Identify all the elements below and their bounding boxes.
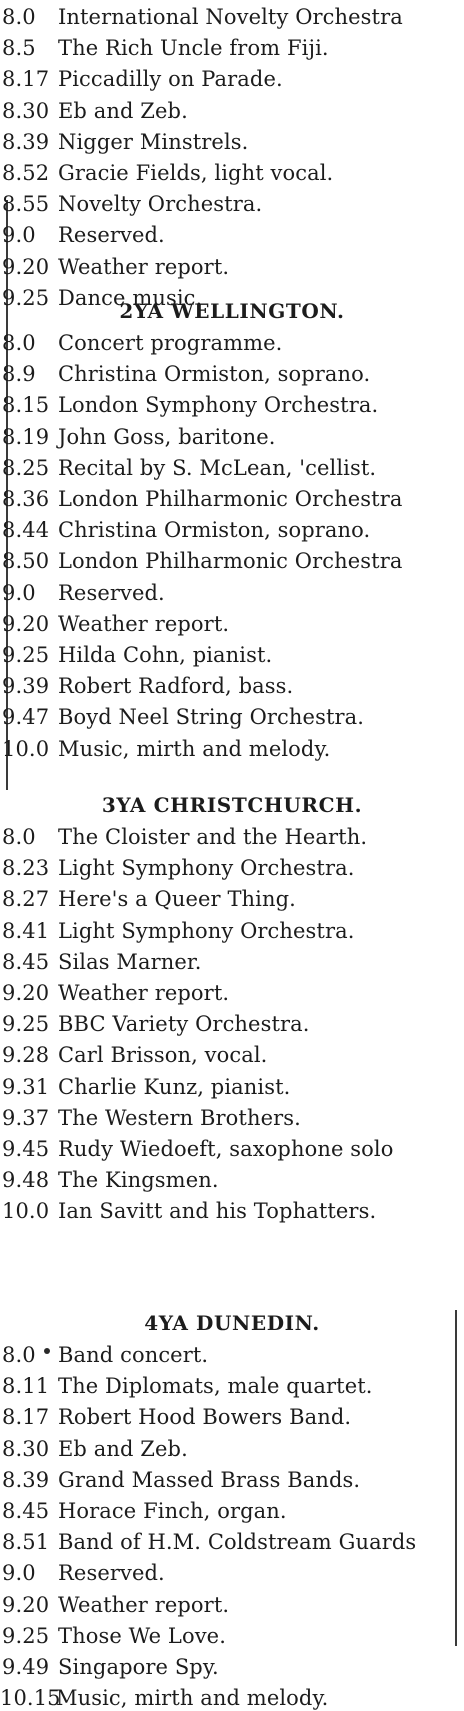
programme-row [2, 191, 262, 217]
station-heading-4ya-dunedin: 4YA DUNEDIN. [144, 1311, 320, 1335]
programme-row [2, 1560, 165, 1586]
programme-time: 8.0 [2, 331, 36, 355]
programme-time: 8.52 [2, 161, 50, 185]
programme-time: 8.39 [2, 1468, 50, 1492]
programme-time: 8.11 [2, 1374, 50, 1398]
programme-row [2, 98, 188, 124]
programme-title: The Cloister and the Hearth. [58, 825, 368, 849]
programme-row [2, 4, 403, 30]
programme-row [2, 1342, 208, 1368]
programme-time: 10.0 [2, 1199, 50, 1223]
programme-row [2, 642, 272, 668]
programme-row [2, 611, 229, 637]
programme-time: 9.20 [2, 255, 50, 279]
programme-title: International Novelty Orchestra [58, 5, 403, 29]
programme-time: 8.51 [2, 1530, 50, 1554]
programme-title: The Rich Uncle from Fiji. [58, 36, 329, 60]
programme-title: Reserved. [58, 223, 165, 247]
programme-row [2, 673, 293, 699]
programme-title: London Philharmonic Orchestra [58, 549, 403, 573]
programme-time: 9.20 [2, 981, 50, 1005]
programme-title: Light Symphony Orchestra. [58, 856, 355, 880]
programme-row [2, 486, 402, 512]
programme-title: Horace Finch, organ. [58, 1499, 287, 1523]
programme-time: 9.20 [2, 612, 50, 636]
programme-time: 8.30 [2, 1437, 50, 1461]
programme-title: Weather report. [58, 255, 230, 279]
programme-row [2, 1654, 219, 1680]
programme-title: Eb and Zeb. [58, 99, 188, 123]
programme-time: 8.55 [2, 192, 50, 216]
programme-title: Christina Ormiston, soprano. [58, 362, 371, 386]
programme-row [2, 424, 276, 450]
programme-row [2, 254, 229, 280]
programme-row [2, 35, 329, 61]
programme-title: Robert Hood Bowers Band. [58, 1405, 352, 1429]
programme-time: 9.20 [2, 1593, 50, 1617]
programme-row [2, 580, 165, 606]
programme-time: 8.41 [2, 919, 50, 943]
programme-row [2, 1167, 219, 1193]
programme-title: The Kingsmen. [58, 1168, 219, 1192]
programme-title: Eb and Zeb. [58, 1437, 188, 1461]
programme-title: Band of H.M. Coldstream Guards [58, 1530, 417, 1554]
programme-time: 8.23 [2, 856, 50, 880]
programme-time: 8.19 [2, 425, 50, 449]
programme-time: 8.27 [2, 887, 50, 911]
programme-title: Robert Radford, bass. [58, 674, 294, 698]
programme-time: 9.25 [2, 286, 50, 310]
programme-title: John Goss, baritone. [58, 425, 276, 449]
programme-title: Weather report. [58, 981, 230, 1005]
programme-title: London Philharmonic Orchestra [58, 487, 403, 511]
programme-row [2, 517, 370, 543]
programme-title: Carl Brisson, vocal. [58, 1043, 268, 1067]
programme-time: 9.49 [2, 1655, 50, 1679]
programme-title: Christina Ormiston, soprano. [58, 518, 371, 542]
programme-row [2, 66, 283, 92]
programme-row [2, 1436, 188, 1462]
programme-time: 8.17 [2, 67, 50, 91]
programme-row [2, 455, 376, 481]
programme-row [2, 704, 364, 730]
programme-row [2, 222, 165, 248]
programme-title: The Western Brothers. [58, 1106, 301, 1130]
programme-row [2, 361, 370, 387]
programme-row [2, 1074, 290, 1100]
programme-time: 9.45 [2, 1137, 50, 1161]
programme-title: Those We Love. [58, 1624, 226, 1648]
column-rule-right [455, 1310, 457, 1646]
programme-time: 9.25 [2, 1012, 50, 1036]
programme-title: Music, mirth and melody. [58, 737, 331, 761]
programme-row [2, 1404, 351, 1430]
station-heading-2ya-wellington: 2YA WELLINGTON. [119, 299, 345, 323]
programme-time: 9.0 [2, 581, 36, 605]
programme-row [2, 330, 282, 356]
station-heading-3ya-christchurch: 3YA CHRISTCHURCH. [101, 793, 363, 817]
programme-time: 8.15 [2, 393, 50, 417]
programme-title: Concert programme. [58, 331, 283, 355]
programme-title: Music, mirth and melody. [56, 1686, 329, 1710]
programme-time: 8.50 [2, 549, 50, 573]
programme-title: Boyd Neel String Orchestra. [58, 705, 365, 729]
programme-time: 9.37 [2, 1106, 50, 1130]
programme-time: 8.5 [2, 36, 36, 60]
programme-row [2, 855, 355, 881]
programme-title: Weather report. [58, 612, 230, 636]
programme-title: Singapore Spy. [58, 1655, 219, 1679]
programme-row [2, 548, 402, 574]
programme-row [2, 949, 202, 975]
programme-time: 10.0 [2, 737, 50, 761]
programme-title: Gracie Fields, light vocal. [58, 161, 334, 185]
programme-title: Reserved. [58, 581, 165, 605]
programme-title: The Diplomats, male quartet. [58, 1374, 373, 1398]
programme-time: 9.31 [2, 1075, 50, 1099]
programme-title: Reserved. [58, 1561, 165, 1585]
programme-row [2, 886, 296, 912]
programme-time: 9.48 [2, 1168, 50, 1192]
programme-title: Silas Marner. [58, 950, 202, 974]
programme-row [2, 160, 333, 186]
programme-time: 8.45 [2, 1499, 50, 1523]
programme-time: 8.25 [2, 456, 50, 480]
programme-row [2, 1373, 373, 1399]
programme-time: 8.0 [2, 5, 36, 29]
programme-row [2, 1498, 287, 1524]
programme-title: Band concert. [58, 1343, 209, 1367]
programme-title: Charlie Kunz, pianist. [58, 1075, 291, 1099]
programme-row [2, 824, 367, 850]
programme-time: 9.25 [2, 643, 50, 667]
programme-time: 9.25 [2, 1624, 50, 1648]
programme-time: 9.0 [2, 223, 36, 247]
programme-title: Here's a Queer Thing. [58, 887, 296, 911]
programme-row [2, 918, 355, 944]
programme-row [2, 736, 330, 762]
programme-title: Novelty Orchestra. [58, 192, 263, 216]
programme-title: Dance music. [58, 286, 203, 310]
programme-title: Recital by S. McLean, 'cellist. [58, 456, 377, 480]
programme-title: Grand Massed Brass Bands. [58, 1468, 361, 1492]
programme-time: 10.15 [0, 1686, 61, 1710]
programme-time: 8.36 [2, 487, 50, 511]
programme-row [2, 1623, 226, 1649]
programme-row [2, 1467, 360, 1493]
programme-title: Rudy Wiedoeft, saxophone solo [58, 1137, 394, 1161]
programme-title: BBC Variety Orchestra. [58, 1012, 310, 1036]
programme-title: Ian Savitt and his Tophatters. [58, 1199, 377, 1223]
programme-time: 9.0 [2, 1561, 36, 1585]
programme-title: Hilda Cohn, pianist. [58, 643, 273, 667]
programme-row [0, 1685, 328, 1711]
programme-time: 9.47 [2, 705, 50, 729]
programme-time: 8.39 [2, 130, 50, 154]
programme-title: Nigger Minstrels. [58, 130, 249, 154]
programme-row [2, 129, 248, 155]
programme-row [2, 1105, 301, 1131]
programme-time: 8.17 [2, 1405, 50, 1429]
programme-row [2, 1042, 267, 1068]
programme-title: London Symphony Orchestra. [58, 393, 379, 417]
programme-time: 8.0 [2, 1343, 36, 1367]
programme-row [2, 1592, 229, 1618]
programme-time: 8.45 [2, 950, 50, 974]
programme-row [2, 1198, 376, 1224]
programme-title: Weather report. [58, 1593, 230, 1617]
programme-row [2, 392, 378, 418]
programme-title: Light Symphony Orchestra. [58, 919, 355, 943]
programme-time: 9.39 [2, 674, 50, 698]
programme-time: 9.28 [2, 1043, 50, 1067]
programme-row [2, 1136, 393, 1162]
programme-time: 8.30 [2, 99, 50, 123]
programme-time: 8.0 [2, 825, 36, 849]
programme-row [2, 1011, 310, 1037]
programme-time: 8.44 [2, 518, 50, 542]
programme-row [2, 980, 229, 1006]
programme-row [2, 1529, 416, 1555]
programme-time: 8.9 [2, 362, 36, 386]
programme-title: Piccadilly on Parade. [58, 67, 283, 91]
